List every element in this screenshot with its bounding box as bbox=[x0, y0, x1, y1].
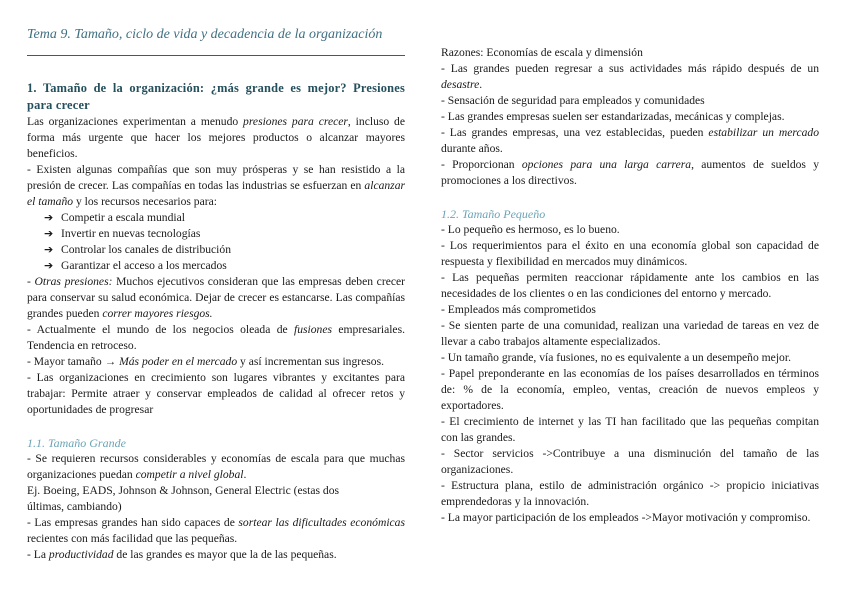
paragraph: - Actualmente el mundo de los negocios oleada de fusiones empresariales. Tendencia en retroceso. bbox=[27, 323, 405, 352]
bullet-list bbox=[27, 210, 405, 274]
paragraph: - Se requieren recursos considerables y economías de escala para que muchas organizaciones puedan competir a nivel global. bbox=[27, 452, 405, 481]
paragraph: - El crecimiento de internet y las TI han facilitado que las pequeñas compitan con las grandes. bbox=[441, 415, 819, 444]
paragraph: - Proporcionan opciones para una larga carrera, aumentos de sueldos y promociones a los directivos. bbox=[441, 158, 819, 187]
paragraph: - Un tamaño grande, vía fusiones, no es equivalente a un desempeño mejor. bbox=[441, 351, 791, 364]
paragraph: últimas, cambiando) bbox=[27, 500, 122, 513]
paragraph: - Las organizaciones en crecimiento son lugares vibrantes y excitantes para trabajar: Permite atraer y conservar empleados de calidad al ofrecer retos y oportunidades de progresar bbox=[27, 371, 405, 416]
arrow-icon: ➔ bbox=[44, 259, 54, 272]
paragraph: - Los requerimientos para el éxito en una economía global son capacidad de respuesta y flexibilidad en mercados muy dinámicos. bbox=[441, 239, 819, 268]
paragraph: - Se sienten parte de una comunidad, realizan una variedad de tareas en vez de llevar a cabo trabajos altamente especializados. bbox=[441, 319, 819, 348]
paragraph: - Sensación de seguridad para empleados y comunidades bbox=[441, 94, 705, 107]
paragraph: - Las empresas grandes han sido capaces de sortear las dificultades económicas recientes con más facilidad que las pequeñas. bbox=[27, 516, 405, 545]
paragraph: - Las pequeñas permiten reaccionar rápidamente ante los cambios en las necesidades de los clientes o en las condiciones del entorno y mercado. bbox=[441, 271, 819, 300]
paragraph: - La mayor participación de los empleados ->Mayor motivación y compromiso. bbox=[441, 511, 811, 524]
section-heading-1: 1. Tamaño de la organización: ¿más grande es mejor? Presiones para crecer bbox=[27, 81, 405, 112]
list-item: ➔ Controlar los canales de distribución bbox=[44, 243, 232, 256]
paragraph: Las organizaciones experimentan a menudo presiones para crecer, incluso de forma más urgente que hacer los mejores productos o alcanzar mayores beneficios. bbox=[27, 115, 405, 160]
paragraph: - Otras presiones: Muchos ejecutivos consideran que las empresas deben crecer para conservar su salud económica. Dejar de crecer es estancarse. Las compañías grandes pueden correr mayores riesgos. bbox=[27, 275, 405, 320]
arrow-icon: ➔ bbox=[44, 227, 54, 240]
paragraph: - Papel preponderante en las economías de los países desarrollados en términos de: % de la economía, empleo, ventas, creación de nuevos empleos y exportadores. bbox=[441, 367, 819, 412]
arrow-icon: ➔ bbox=[44, 243, 54, 256]
section-heading-1-1: 1.1. Tamaño Grande bbox=[27, 436, 126, 450]
paragraph: Ej. Boeing, EADS, Johnson & Johnson, General Electric (estas dos bbox=[27, 484, 340, 497]
list-item: ➔ Competir a escala mundial bbox=[44, 211, 185, 224]
paragraph: - Estructura plana, estilo de administración orgánico -> propicio iniciativas emprendedoras y la innovación. bbox=[441, 479, 819, 508]
section-heading-1-2: 1.2. Tamaño Pequeño bbox=[441, 207, 546, 221]
paragraph: Razones: Economías de escala y dimensión bbox=[441, 46, 643, 59]
right-column bbox=[441, 45, 819, 526]
paragraph: - Empleados más comprometidos bbox=[441, 303, 596, 316]
paragraph: - La productividad de las grandes es mayor que la de las pequeñas. bbox=[27, 548, 337, 561]
list-item: ➔ Invertir en nuevas tecnologías bbox=[44, 227, 201, 240]
paragraph: - Las grandes empresas, una vez establecidas, pueden estabilizar un mercado durante años. bbox=[441, 126, 819, 155]
paragraph: - Mayor tamaño → Más poder en el mercado y así incrementan sus ingresos. bbox=[27, 355, 384, 368]
paragraph: - Las grandes pueden regresar a sus actividades más rápido después de un desastre. bbox=[441, 62, 819, 91]
paragraph: - Sector servicios ->Contribuye a una disminución del tamaño de las organizaciones. bbox=[441, 447, 819, 476]
paragraph: - Existen algunas compañías que son muy prósperas y se han resistido a la presión de crecer. Las compañías en todas las industrias se esfuerzan en alcanzar el tamaño y los recursos necesarios para: bbox=[27, 163, 405, 208]
title-divider bbox=[27, 55, 405, 56]
list-item: ➔ Garantizar el acceso a los mercados bbox=[44, 259, 227, 272]
paragraph: - Las grandes empresas suelen ser estandarizadas, mecánicas y complejas. bbox=[441, 110, 785, 123]
document-title: Tema 9. Tamaño, ciclo de vida y decadencia de la organización bbox=[27, 27, 383, 42]
paragraph: - Lo pequeño es hermoso, es lo bueno. bbox=[441, 223, 620, 236]
left-column bbox=[27, 80, 405, 563]
arrow-icon: ➔ bbox=[44, 211, 54, 224]
